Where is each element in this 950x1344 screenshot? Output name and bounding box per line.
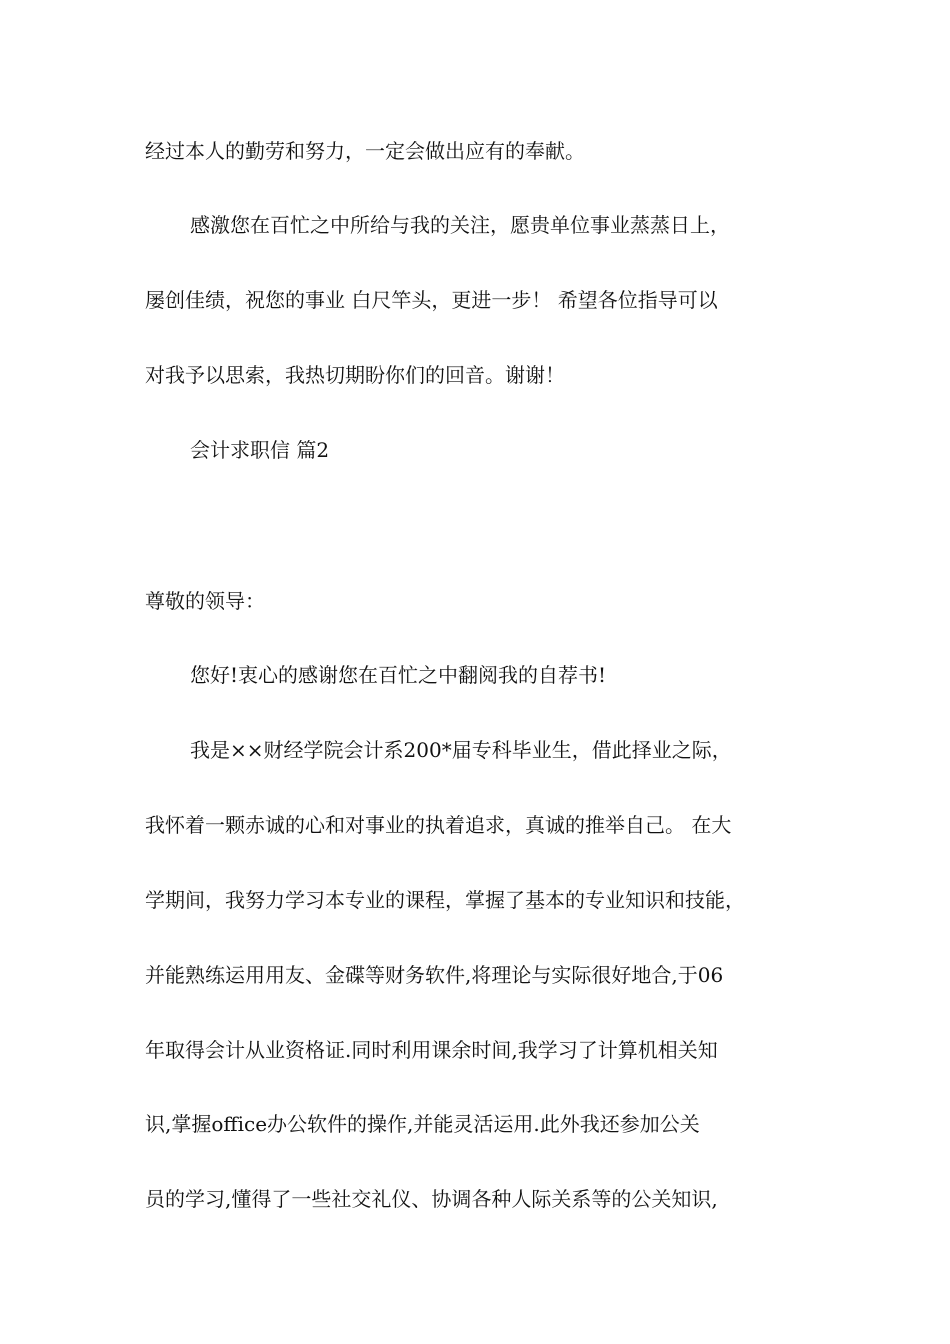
text-line: 对我予以思索，我热切期盼你们的回音。谢谢！ [145, 363, 565, 387]
section-heading: 会计求职信 篇2 [190, 438, 330, 462]
text-line: 感激您在百忙之中所给与我的关注，愿贵单位事业蒸蒸日上， [190, 213, 730, 237]
text-line: 年取得会计从业资格证.同时利用课余时间,我学习了计算机相关知 [145, 1038, 718, 1062]
salutation: 尊敬的领导： [145, 589, 265, 613]
text-line: 我是××财经学院会计系200*届专科毕业生，借此择业之际， [190, 738, 732, 762]
text-line: 我怀着一颗赤诚的心和对事业的执着追求，真诚的推举自己。 在大 [145, 813, 732, 837]
text-line: 您好!衷心的感谢您在百忙之中翻阅我的自荐书! [190, 663, 607, 687]
text-line: 识,掌握office办公软件的操作,并能灵活运用.此外我还参加公关 [145, 1112, 700, 1136]
text-line: 员的学习,懂得了一些社交礼仪、协调各种人际关系等的公关知识, [145, 1187, 718, 1211]
text-line: 学期间，我努力学习本专业的课程，掌握了基本的专业知识和技能， [145, 888, 745, 912]
text-line: 屡创佳绩，祝您的事业 白尺竿头，更进一步！ 希望各位指导可以 [145, 288, 718, 312]
text-line: 并能熟练运用用友、金碟等财务软件,将理论与实际很好地合,于06 [145, 963, 724, 987]
text-line: 经过本人的勤劳和努力，一定会做出应有的奉献。 [145, 139, 585, 163]
